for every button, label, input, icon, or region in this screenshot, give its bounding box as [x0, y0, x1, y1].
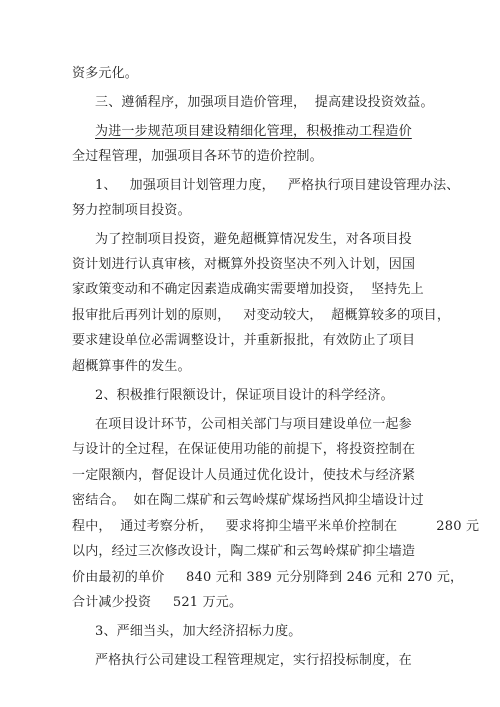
subsection-heading: 3、严细当头，加大经济招标力度。	[95, 624, 302, 639]
subsection-heading: 2、积极推行限额设计，保证项目设计的科学经济。	[95, 388, 394, 403]
text-line: 程中， 通过考察分析， 要求将抑尘墙平米单价控制在 280 元	[72, 519, 480, 534]
text-line: 要求建设单位必需调整设计，并重新报批，有效防止了项目	[72, 333, 416, 348]
text-line: 全过程管理，加强项目各环节的造价控制。	[72, 149, 323, 164]
text-line: 为进一步规范项目建设精细化管理，积极推动工程造价	[95, 124, 412, 139]
text-line: 与设计的全过程，在保证使用功能的前提下，将投资控制在	[72, 442, 416, 457]
text-line: 价由最初的单价 840 元和 389 元分别降到 246 元和 270 元，	[72, 570, 464, 585]
text-line: 以内，经过三次修改设计，陶二煤矿和云驾岭煤矿抑尘墙造	[72, 544, 416, 559]
text-line: 家政策变动和不确定因素造成确实需要增加投资， 坚持先上	[72, 282, 424, 297]
text-line: 合计减少投资 521 万元。	[72, 595, 243, 610]
text-line: 资多元化。	[72, 66, 139, 81]
text-line: 超概算事件的发生。	[72, 359, 191, 374]
text-line: 严格执行公司建设工程管理规定，实行招投标制度，在	[95, 653, 412, 668]
text-line: 在项目设计环节，公司相关部门与项目建设单位一起参	[95, 417, 412, 432]
text-line: 一定限额内，督促设计人员通过优化设计，使技术与经济紧	[72, 468, 416, 483]
text-line: 为了控制项目投资，避免超概算情况发生，对各项目投	[95, 232, 412, 247]
text-line: 努力控制项目投资。	[72, 203, 191, 218]
subsection-heading: 1、 加强项目计划管理力度， 严格执行项目建设管理办法、	[95, 178, 460, 193]
text-line: 报审批后再列计划的原则， 对变动较大， 超概算较多的项目，	[72, 308, 451, 323]
text-line: 密结合。 如在陶二煤矿和云驾岭煤矿煤场挡风抑尘墙设计过	[72, 493, 424, 508]
text-line: 资计划进行认真审核，对概算外投资坚决不列入计划，因国	[72, 257, 416, 272]
section-heading: 三、遵循程序，加强项目造价管理， 提高建设投资效益。	[95, 95, 434, 110]
